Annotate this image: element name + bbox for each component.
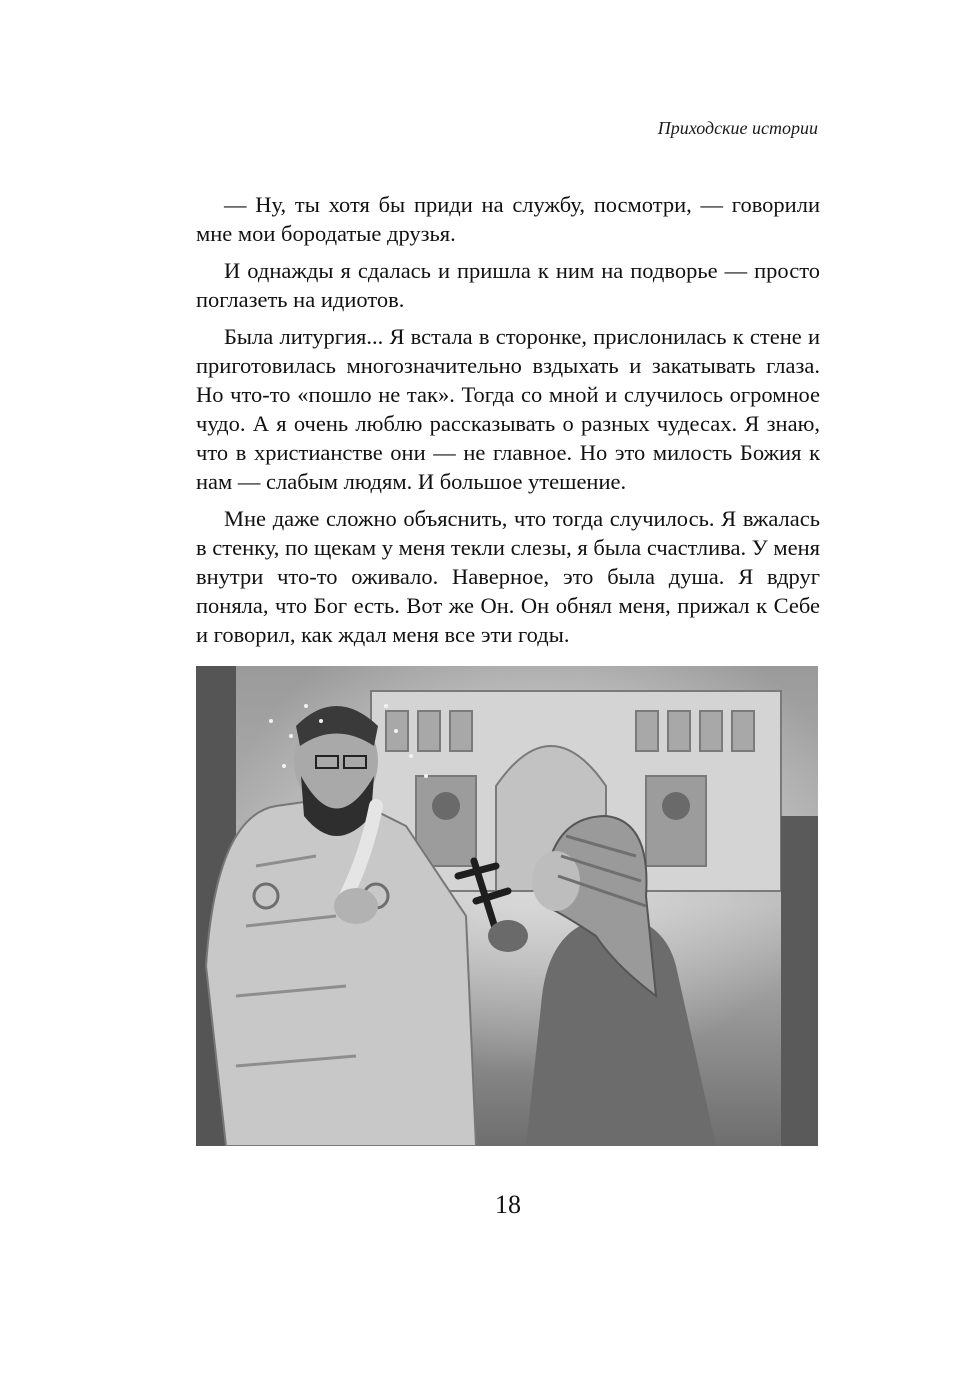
paragraph: Мне даже сложно объяснить, что тогда случилось. Я вжалась в стенку, по щекам у меня текли слезы, я была счастлива. У меня внутри что-то оживало. Наверное, это была душа. Я вдруг поняла, что Бог есть. Вот же Он. Он обнял меня, прижал к Себе и говорил, как ждал меня все эти годы.: [196, 506, 820, 647]
body-text: [196, 190, 820, 657]
church-photo: [196, 666, 818, 1146]
page-number: 18: [495, 1190, 521, 1219]
paragraph: Была литургия... Я встала в сторонке, прислонилась к стене и приготовилась многозначительно вздыхать и закатывать глаза. Но что-то «пошло не так». Тогда со мной и случилось огромное чудо. А я очень люблю рассказывать о разных чудесах. Я знаю, что в христианстве они — не главное. Но это милость Божия к нам — слабым людям. И большое утешение.: [196, 324, 820, 494]
paragraph: — Ну, ты хотя бы приди на службу, посмотри, — говорили мне мои бородатые друзья.: [196, 192, 820, 246]
running-header: Приходские истории: [657, 118, 818, 138]
paragraph: И однажды я сдалась и пришла к ним на подворье — просто поглазеть на идиотов.: [196, 258, 820, 312]
